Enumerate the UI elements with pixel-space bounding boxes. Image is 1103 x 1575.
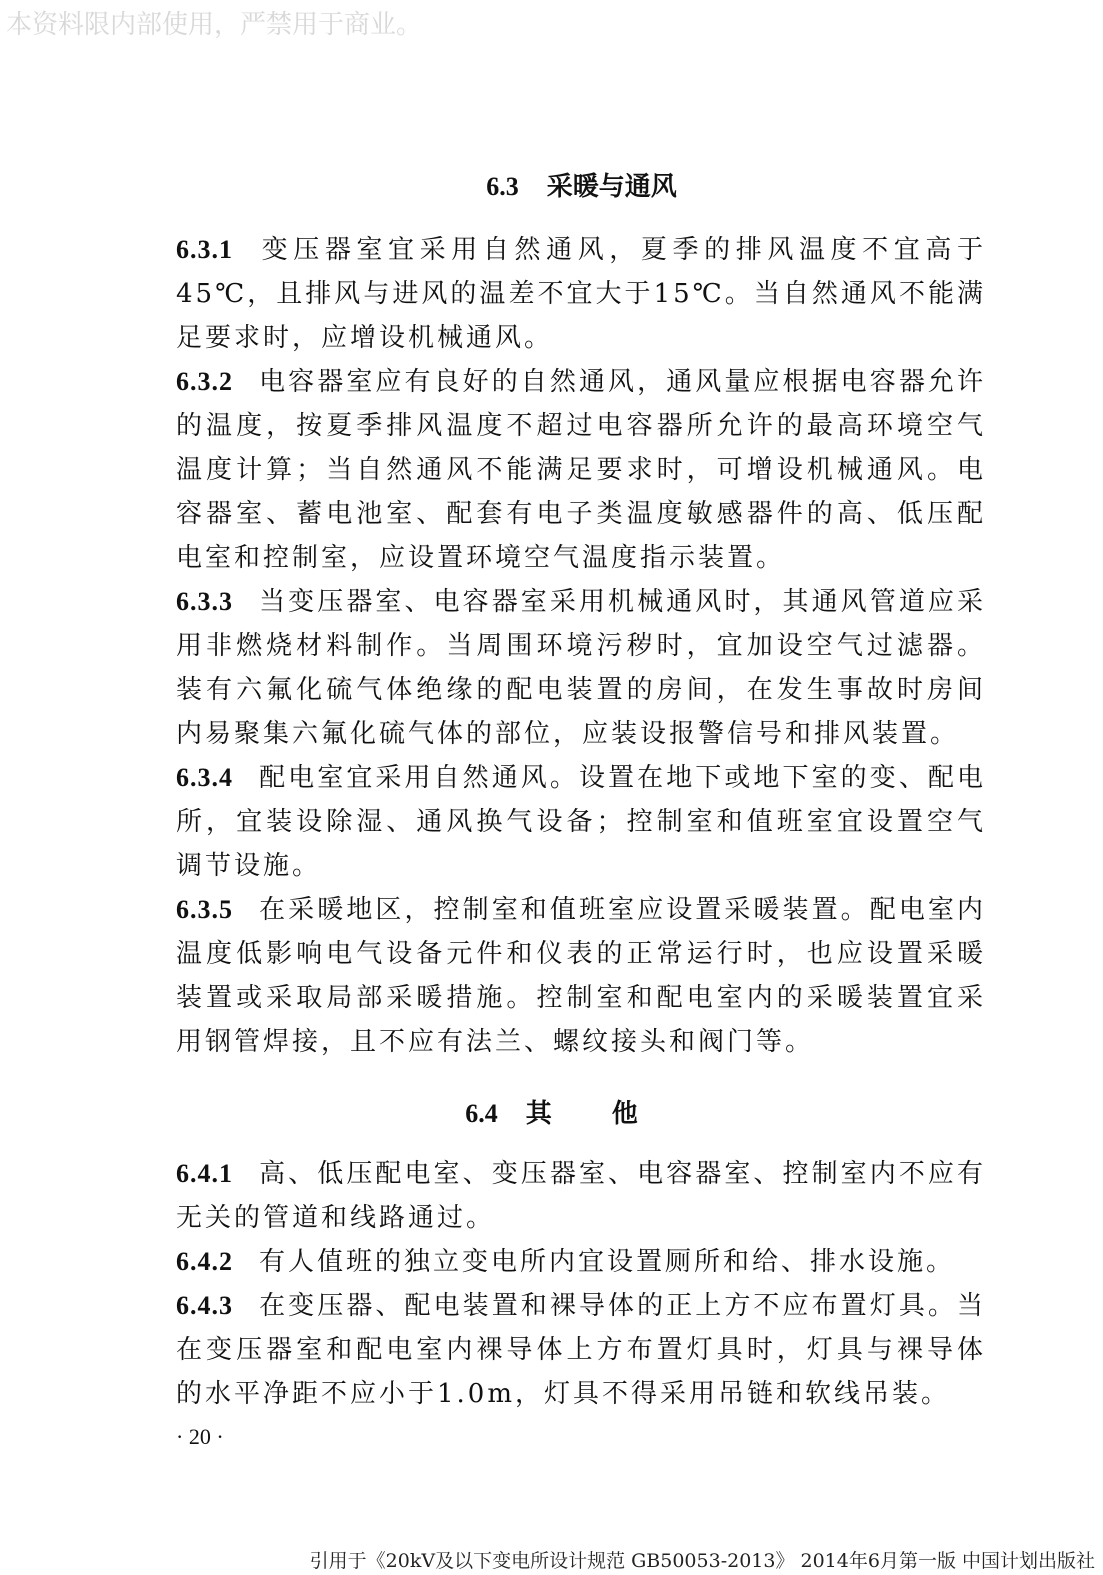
clause-text: 当变压器室、电容器室采用机械通风时，其通风管道应采用非燃烧材料制作。当周围环境污秽时，宜加设空气过滤器。装有六氟化硫气体绝缘的配电装置的房间，在发生事故时房间内易聚集六氟化硫气体的部位，应装设报警信号和排风装置。 — [176, 587, 986, 749]
clause-6-3-5 — [176, 888, 986, 1064]
section-title: 其他 — [525, 1099, 698, 1129]
clause-number: 6.4.3 — [176, 1291, 233, 1320]
clause-number: 6.3.5 — [176, 895, 233, 924]
clause-number: 6.3.4 — [176, 763, 233, 792]
clause-number: 6.4.1 — [176, 1159, 233, 1188]
clause-6-3-1 — [176, 228, 986, 360]
clause-6-3-2 — [176, 360, 986, 580]
page-number: · 20 · — [176, 1424, 224, 1449]
section-title: 采暖与通风 — [546, 172, 677, 202]
clause-6-3-3 — [176, 580, 986, 756]
clause-text: 高、低压配电室、变压器室、电容器室、控制室内不应有无关的管道和线路通过。 — [176, 1159, 986, 1233]
citation-footer: 引用于《20kV及以下变电所设计规范 GB50053-2013》 2014年6月第一版 中国计划出版社 — [309, 1550, 1095, 1572]
section-heading-6-4 — [0, 1093, 1103, 1130]
clause-text: 配电室宜采用自然通风。设置在地下或地下室的变、配电所，宜装设除湿、通风换气设备；控制室和值班室宜设置空气调节设施。 — [176, 763, 986, 881]
section-heading-6-3 — [0, 166, 1103, 203]
clause-text: 有人值班的独立变电所内宜设置厕所和给、排水设施。 — [259, 1247, 956, 1277]
clause-6-4-2 — [176, 1240, 986, 1284]
clause-6-4-1 — [176, 1152, 986, 1240]
clause-number: 6.3.3 — [176, 587, 233, 616]
clause-number: 6.3.1 — [176, 235, 233, 264]
clause-text: 在采暖地区，控制室和值班室应设置采暖装置。配电室内温度低影响电气设备元件和仪表的正常运行时，也应设置采暖装置或采取局部采暖措施。控制室和配电室内的采暖装置宜采用钢管焊接，且不应有法兰、螺纹接头和阀门等。 — [176, 895, 986, 1057]
clause-6-3-4 — [176, 756, 986, 888]
watermark-text: 本资料限内部使用，严禁用于商业。 — [6, 10, 423, 40]
clause-text: 电容器室应有良好的自然通风，通风量应根据电容器允许的温度，按夏季排风温度不超过电容器所允许的最高环境空气温度计算；当自然通风不能满足要求时，可增设机械通风。电容器室、蓄电池室、配套有电子类温度敏感器件的高、低压配电室和控制室，应设置环境空气温度指示装置。 — [176, 367, 986, 573]
clause-text: 变压器室宜采用自然通风，夏季的排风温度不宜高于45℃，且排风与进风的温差不宜大于15℃。当自然通风不能满足要求时，应增设机械通风。 — [176, 235, 986, 353]
clause-text: 在变压器、配电装置和裸导体的正上方不应布置灯具。当在变压器室和配电室内裸导体上方布置灯具时，灯具与裸导体的水平净距不应小于1.0m，灯具不得采用吊链和软线吊装。 — [176, 1291, 986, 1409]
clause-number: 6.4.2 — [176, 1247, 233, 1276]
section-number: 6.3 — [486, 172, 519, 201]
clause-number: 6.3.2 — [176, 367, 233, 396]
section-number: 6.4 — [465, 1099, 498, 1128]
clause-6-4-3 — [176, 1284, 986, 1416]
